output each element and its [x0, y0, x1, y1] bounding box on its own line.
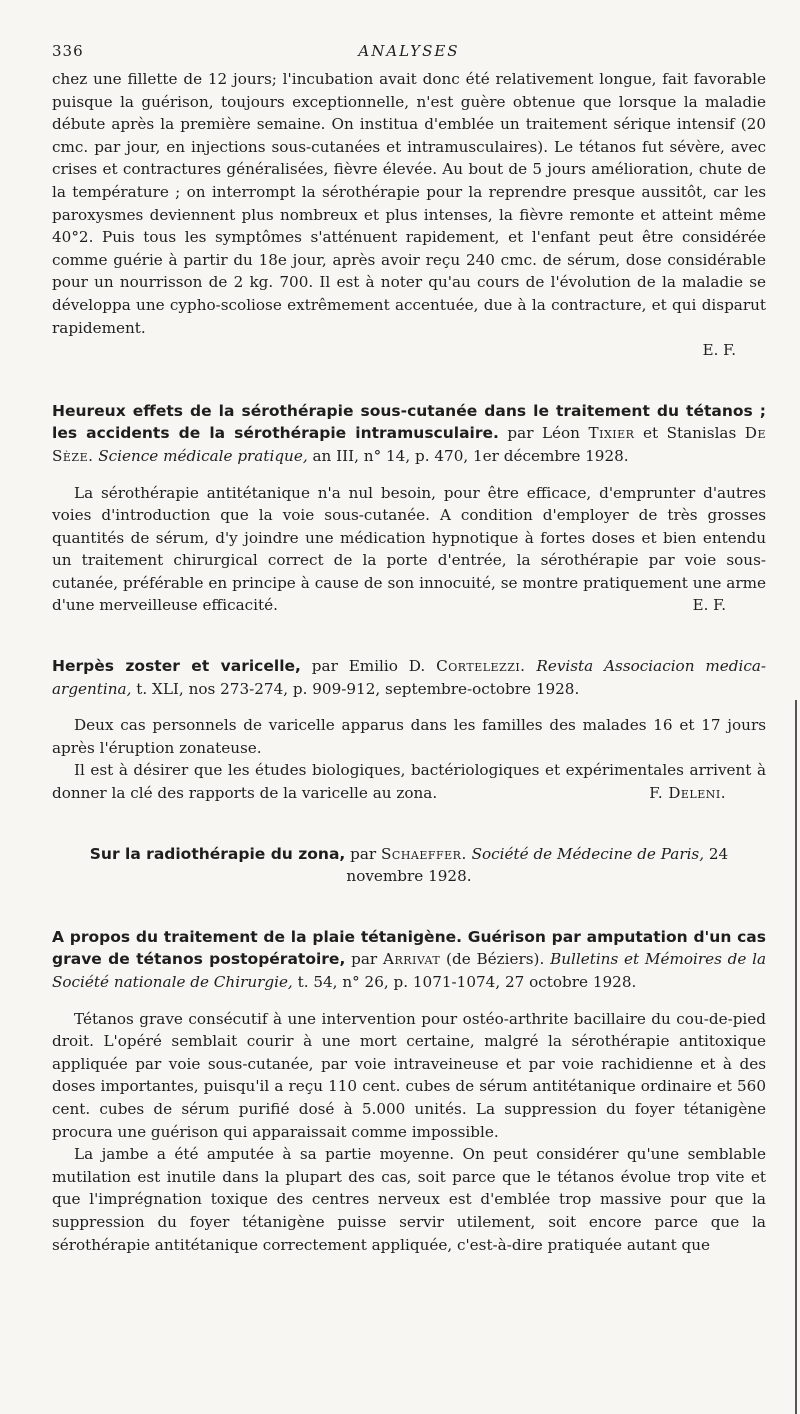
reference: t. 54, n° 26, p. 1071-1074, 27 octobre 1928.: [297, 973, 637, 991]
by-label: par: [351, 950, 378, 969]
article-title: Sur la radiothérapie du zona,: [89, 844, 346, 863]
article-body: Tétanos grave consécutif à une intervention pour ostéo-arthrite bacillaire du cou-de-pied droit. L'opéré semblait courir à une mort certaine, malgré la sérothérapie antitoxique appliquée par voie sous-cutanée, par voie intraveineuse et par voie rachidienne et à des doses importantes, puisqu'il a reçu 110 cent. cubes de sérum antitétanique ordinaire et 560 cent. cubes de sérum purifié dosé à 5.000 unités. La suppression du foyer tétanigène procura une guérison qui apparaissait comme impossible.: [52, 1009, 766, 1141]
journal-name: Société de Médecine de Paris,: [471, 844, 705, 863]
by-label: par: [350, 844, 377, 863]
by-label: par Emilio D.: [311, 657, 426, 676]
reference: an III, n° 14, p. 470, 1er décembre 1928.: [312, 446, 629, 465]
journal-name: Revista Associacion medica-argentina,: [52, 657, 767, 698]
article-radiotherapie-zona: [52, 843, 766, 888]
journal-name: Bulletins et Mémoires de la Société nationale de Chirurgie,: [52, 950, 767, 991]
article-title: Heureux effets de la sérothérapie sous-cutanée dans le traitement du tétanos ; les accidents de la sérothérapie intramusculaire.: [52, 401, 766, 443]
article-heading: [52, 926, 766, 994]
article-body: La sérothérapie antitétanique n'a nul besoin, pour être efficace, d'emprunter d'autres voies d'introduction que la voie sous-cutanée. A condition d'employer de très grosses quantités de sérum, d'y joindre une médication hypnotique à fortes doses et bien entendu un traitement chirurgical correct de la porte d'entrée, la sérothérapie par voie sous-cutanée, préférable en principe à cause de son innocuité, se montre pratiquement une arme d'une merveilleuse efficacité. E. F.: [52, 482, 766, 618]
intro-signature: E. F.: [702, 341, 736, 360]
article-heading: [52, 655, 766, 700]
signature: E. F.: [692, 596, 726, 615]
author: De Sèze.: [52, 424, 767, 465]
reference: t. XLI, nos 273-274, p. 909-912, septembre-octobre 1928.: [136, 679, 580, 698]
article-title: Herpès zoster et varicelle,: [52, 657, 301, 676]
article-plaie-tetanigene: [52, 926, 766, 1256]
author: Arrivat: [382, 950, 441, 969]
author: Tixier: [588, 424, 635, 443]
signature: F. Deleni.: [649, 784, 726, 803]
running-title: ANALYSES: [358, 42, 460, 60]
article-body: Deux cas personnels de varicelle apparus dans les familles des malades 16 et 17 jours après l'éruption zonateuse.: [52, 716, 766, 757]
article-body: Il est à désirer que les études biologiques, bactériologiques et expérimentales arrivent à donner la clé des rapports de la varicelle au zona. F. Deleni.: [52, 759, 766, 804]
affiliation: (de Béziers).: [446, 950, 545, 969]
running-head: [52, 42, 766, 68]
by-label: par Léon: [507, 424, 580, 443]
page: [52, 42, 766, 1256]
page-number: 336: [52, 42, 84, 60]
author: Cortelezzi.: [436, 657, 526, 676]
margin-rule: [795, 700, 797, 1414]
article-herpes-zoster: [52, 655, 766, 805]
article-heading: [52, 400, 766, 468]
coauthor-label: et Stanislas: [642, 424, 737, 443]
journal-name: Science médicale pratique,: [98, 446, 308, 465]
reference: 24 novembre 1928.: [346, 844, 729, 886]
author: Schaeffer.: [381, 844, 467, 863]
article-body: La jambe a été amputée à sa partie moyenne. On peut considérer qu'une semblable mutilation est inutile dans la plupart des cas, soit parce que le tétanos évolue trop vite et que l'imprégnation toxique des centres nerveux est d'emblée trop massive pour que la suppression du foyer tétanigène puisse servir utilement, soit encore parce que la sérothérapie antitétanique correctement appliquée, c'est-à-dire pratiquée autant que: [52, 1145, 766, 1254]
article-heading: [52, 843, 766, 888]
intro-paragraph: chez une fillette de 12 jours; l'incubation avait donc été relativement longue, fait favorable puisque la guérison, toujours exceptionnelle, n'est guère obtenue que lorsque la maladie débute après la première semaine. On institua d'emblée un traitement sérique intensif (20 cmc. par jour, en injections sous-cutanées et intramusculaires). Le tétanos fut sévère, avec crises et contractures généralisées, fièvre élevée. Au bout de 5 jours amélioration, chute de la température ; on interrompt la sérothérapie pour la reprendre presque aussitôt, car les paroxysmes deviennent plus nombreux et plus intenses, la fièvre remonte et atteint même 40°2. Puis tous les symptômes s'atténuent rapidement, et l'enfant peut être considérée comme guérie à partir du 18e jour, après avoir reçu 240 cmc. de sérum, dose considérable pour un nourrisson de 2 kg. 700. Il est à noter qu'au cours de l'évolution de la maladie se développa une cypho-scoliose extrêmement accentuée, due à la contracture, et qui disparut rapidement.: [52, 70, 766, 337]
article-tetanos-serotherapie: [52, 400, 766, 617]
article-title: A propos du traitement de la plaie tétanigène. Guérison par amputation d'un cas grave de tétanos postopératoire,: [52, 927, 766, 969]
